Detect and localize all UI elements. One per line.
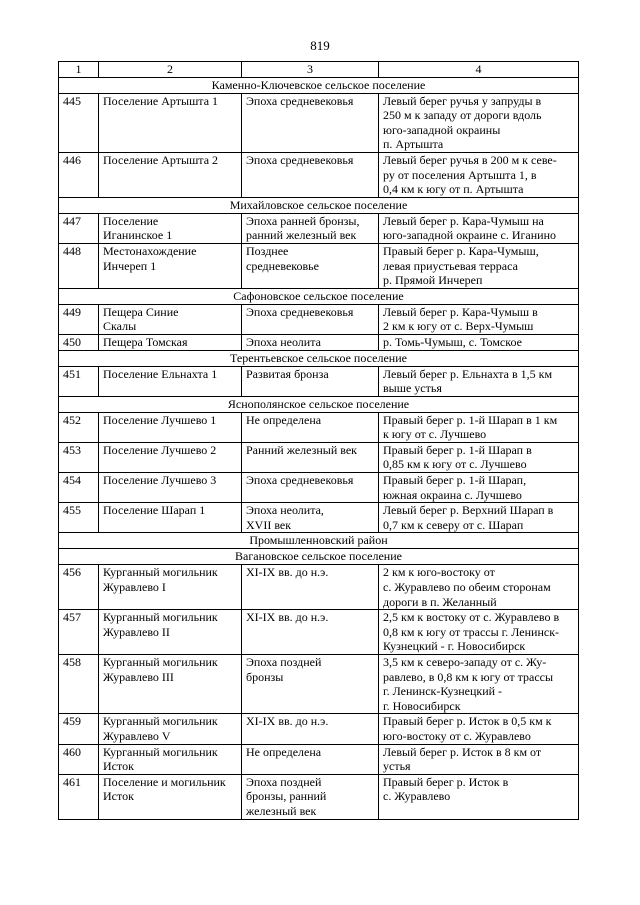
section-title: Михайловское сельское поселение xyxy=(59,197,579,213)
monument-location: Левый берег ручья в 200 м к севе- ру от поселения Артышта 1, в 0,4 км к югу от п. Артышта xyxy=(379,152,579,197)
column-header: 4 xyxy=(379,62,579,78)
monument-location: Левый берег р. Верхний Шарап в 0,7 км к северу от с. Шарап xyxy=(379,503,579,533)
monument-location: 3,5 км к северо-западу от с. Жу- равлево, в 0,8 км к югу от трассы г. Ленинск-Кузнецкий - г. Новосибирск xyxy=(379,655,579,714)
table-row xyxy=(59,93,579,152)
monument-name: Курганный могильник Журавлево II xyxy=(99,610,242,655)
row-number: 454 xyxy=(59,473,99,503)
section-title: Яснополянское сельское поселение xyxy=(59,396,579,412)
column-header: 3 xyxy=(242,62,379,78)
monument-name: Курганный могильник Журавлево I xyxy=(99,565,242,610)
row-number: 459 xyxy=(59,714,99,744)
monument-period: Эпоха поздней бронзы xyxy=(242,655,379,714)
monument-location: Правый берег р. Исток в 0,5 км к юго-востоку от с. Журавлево xyxy=(379,714,579,744)
table-row xyxy=(59,213,579,243)
section-row xyxy=(59,350,579,366)
section-title: Каменно-Ключевское сельское поселение xyxy=(59,77,579,93)
table-row xyxy=(59,366,579,396)
monument-name: Поселение и могильник Исток xyxy=(99,774,242,819)
column-header: 1 xyxy=(59,62,99,78)
monument-name: Поселение Лучшево 1 xyxy=(99,412,242,442)
monument-location: Левый берег р. Кара-Чумыш на юго-западной окраине с. Иганино xyxy=(379,213,579,243)
monument-period: Развитая бронза xyxy=(242,366,379,396)
section-row xyxy=(59,197,579,213)
table-row xyxy=(59,565,579,610)
monument-name: Поселение Лучшево 3 xyxy=(99,473,242,503)
monument-name: Поселение Ельнахта 1 xyxy=(99,366,242,396)
monument-period: Эпоха неолита, XVII век xyxy=(242,503,379,533)
monument-name: Курганный могильник Журавлево V xyxy=(99,714,242,744)
monument-location: 2,5 км к востоку от с. Журавлево в 0,8 км к югу от трассы г. Ленинск- Кузнецкий - г. Новосибирск xyxy=(379,610,579,655)
monument-period: Эпоха средневековья xyxy=(242,152,379,197)
row-number: 457 xyxy=(59,610,99,655)
monument-period: Позднее средневековье xyxy=(242,243,379,288)
row-number: 452 xyxy=(59,412,99,442)
monument-location: Левый берег р. Исток в 8 км от устья xyxy=(379,744,579,774)
monument-period: Ранний железный век xyxy=(242,442,379,472)
row-number: 456 xyxy=(59,565,99,610)
monument-period: XI-IX вв. до н.э. xyxy=(242,610,379,655)
row-number: 447 xyxy=(59,213,99,243)
monument-period: XI-IX вв. до н.э. xyxy=(242,714,379,744)
section-row xyxy=(59,549,579,565)
monument-location: Правый берег р. 1-й Шарап, южная окраина с. Лучшево xyxy=(379,473,579,503)
section-row xyxy=(59,533,579,549)
monument-name: Курганный могильник Журавлево III xyxy=(99,655,242,714)
table-row xyxy=(59,655,579,714)
row-number: 460 xyxy=(59,744,99,774)
monument-name: Пещера Синие Скалы xyxy=(99,304,242,334)
monument-location: р. Томь-Чумыш, с. Томское xyxy=(379,334,579,350)
table-row xyxy=(59,304,579,334)
row-number: 445 xyxy=(59,93,99,152)
row-number: 455 xyxy=(59,503,99,533)
monument-name: Поселение Артышта 2 xyxy=(99,152,242,197)
table-row xyxy=(59,610,579,655)
row-number: 458 xyxy=(59,655,99,714)
monument-location: Левый берег ручья у запруды в 250 м к западу от дороги вдоль юго-западной окраины п. Артышта xyxy=(379,93,579,152)
monument-period: Эпоха неолита xyxy=(242,334,379,350)
monument-location: Правый берег р. 1-й Шарап в 0,85 км к югу от с. Лучшево xyxy=(379,442,579,472)
monument-location: Правый берег р. Кара-Чумыш, левая приустьевая терраса р. Прямой Инчереп xyxy=(379,243,579,288)
monument-name: Поселение Шарап 1 xyxy=(99,503,242,533)
monument-location: 2 км к юго-востоку от с. Журавлево по обеим сторонам дороги в п. Желанный xyxy=(379,565,579,610)
table-row xyxy=(59,412,579,442)
monument-period: Не определена xyxy=(242,412,379,442)
section-row xyxy=(59,396,579,412)
section-title: Вагановское сельское поселение xyxy=(59,549,579,565)
table-row xyxy=(59,774,579,819)
monument-period: Не определена xyxy=(242,744,379,774)
monument-name: Пещера Томская xyxy=(99,334,242,350)
row-number: 448 xyxy=(59,243,99,288)
page-number: 819 xyxy=(310,38,330,53)
table-row xyxy=(59,243,579,288)
monument-period: XI-IX вв. до н.э. xyxy=(242,565,379,610)
monuments-table xyxy=(58,61,579,820)
monument-location: Правый берег р. Исток в с. Журавлево xyxy=(379,774,579,819)
table-row xyxy=(59,744,579,774)
monument-location: Правый берег р. 1-й Шарап в 1 км к югу от с. Лучшево xyxy=(379,412,579,442)
monument-period: Эпоха средневековья xyxy=(242,473,379,503)
monument-location: Левый берег р. Кара-Чумыш в 2 км к югу от с. Верх-Чумыш xyxy=(379,304,579,334)
row-number: 450 xyxy=(59,334,99,350)
monument-name: Местонахождение Инчереп 1 xyxy=(99,243,242,288)
section-title: Промышленновский район xyxy=(59,533,579,549)
table-row xyxy=(59,473,579,503)
monument-period: Эпоха средневековья xyxy=(242,93,379,152)
row-number: 451 xyxy=(59,366,99,396)
table-header-row xyxy=(59,62,579,78)
monument-period: Эпоха ранней бронзы, ранний железный век xyxy=(242,213,379,243)
row-number: 449 xyxy=(59,304,99,334)
monument-period: Эпоха средневековья xyxy=(242,304,379,334)
section-title: Терентьевское сельское поселение xyxy=(59,350,579,366)
section-row xyxy=(59,77,579,93)
section-title: Сафоновское сельское поселение xyxy=(59,288,579,304)
row-number: 461 xyxy=(59,774,99,819)
table-row xyxy=(59,442,579,472)
monument-name: Поселение Иганинское 1 xyxy=(99,213,242,243)
monument-name: Поселение Артышта 1 xyxy=(99,93,242,152)
table-row xyxy=(59,503,579,533)
table-row xyxy=(59,152,579,197)
monument-name: Курганный могильник Исток xyxy=(99,744,242,774)
section-row xyxy=(59,288,579,304)
monument-period: Эпоха поздней бронзы, ранний железный век xyxy=(242,774,379,819)
table-row xyxy=(59,714,579,744)
table-row xyxy=(59,334,579,350)
monument-name: Поселение Лучшево 2 xyxy=(99,442,242,472)
row-number: 453 xyxy=(59,442,99,472)
row-number: 446 xyxy=(59,152,99,197)
monument-location: Левый берег р. Ельнахта в 1,5 км выше устья xyxy=(379,366,579,396)
column-header: 2 xyxy=(99,62,242,78)
